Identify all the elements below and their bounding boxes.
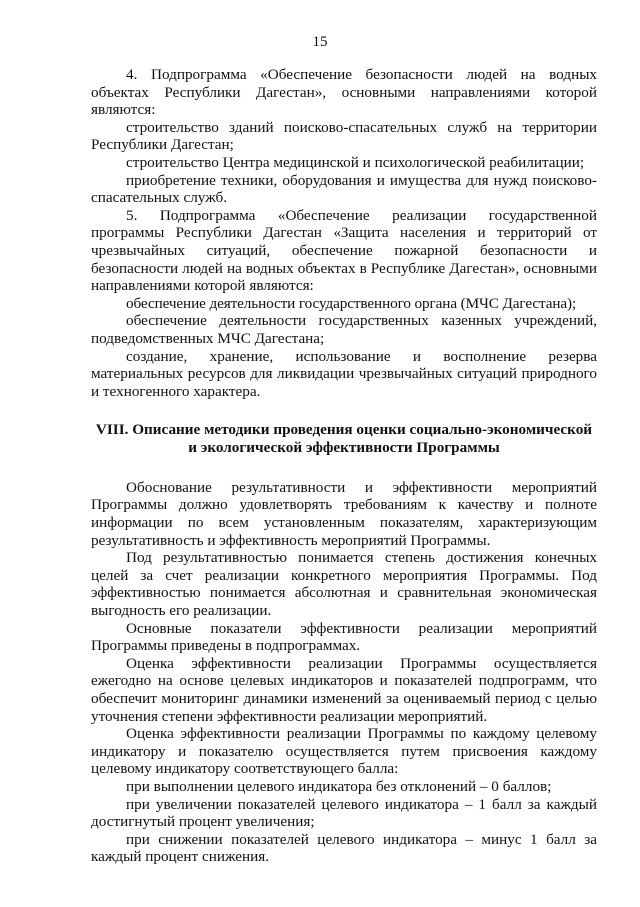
paragraph-score-rule: при увеличении показателей целевого индикатора – 1 балл за каждый достигнутый процент увеличения; [91,795,597,831]
paragraph-subprogram-4: 4. Подпрограмма «Обеспечение безопасности людей на водных объектах Республики Дагестан», основными направлениями которой являются: [91,66,597,119]
paragraph-indicators: Основные показатели эффективности реализации мероприятий Программы приведены в подпрограммах. [91,619,597,655]
section-heading-line: и экологической эффективности Программы [188,439,500,457]
page-number: 15 [312,34,328,50]
paragraph-direction: создание, хранение, использование и восполнение резерва материальных ресурсов для ликвидации чрезвычайных ситуаций природного и техногенного характера. [91,347,597,400]
paragraph-direction: приобретение техники, оборудования и имущества для нужд поисково-спасательных служб. [91,171,597,207]
paragraph-scoring: Оценка эффективности реализации Программы по каждому целевому индикатору и показателю осуществляется путем присвоения каждому целевому индикатору соответствующего балла: [91,725,597,778]
document-body [91,66,597,866]
paragraph-score-rule: при снижении показателей целевого индикатора – минус 1 балл за каждый процент снижения. [91,830,597,866]
paragraph-direction: обеспечение деятельности государственных казенных учреждений, подведомственных МЧС Дагестана; [91,312,597,347]
section-heading [91,421,597,457]
paragraph-direction: обеспечение деятельности государственного органа (МЧС Дагестана); [126,294,577,312]
paragraph-definition: Под результативностью понимается степень достижения конечных целей за счет реализации конкретного мероприятия Программы. Под эффективностью понимается абсолютная и сравнительная экономическая выгодность его реализации. [91,549,597,620]
paragraph-subprogram-5: 5. Подпрограмма «Обеспечение реализации государственной программы Республики Дагестан «Защита населения и территорий от чрезвычайных ситуаций, обеспечение пожарной безопасности и безопасности людей на водных объектах в Республике Дагестан», основными направлениями которой являются: [91,206,597,295]
section-heading-line: VIII. Описание методики проведения оценки социально-экономической [95,421,593,439]
paragraph-direction: строительство Центра медицинской и психологической реабилитации; [126,153,585,171]
paragraph-direction: строительство зданий поисково-спасательных служб на территории Республики Дагестан; [91,118,597,154]
paragraph-score-rule: при выполнении целевого индикатора без отклонений – 0 баллов; [126,777,552,795]
paragraph-justification: Обоснование результативности и эффективности мероприятий Программы должно удовлетворять требованиям к качеству и полноте информации по всем установленным показателям, характеризующим результативность и эффективность мероприятий Программы. [91,478,597,549]
paragraph-assessment: Оценка эффективности реализации Программы осуществляется ежегодно на основе целевых индикаторов и показателей подпрограмм, что обеспечит мониторинг динамики изменений за оцениваемый период с целью уточнения степени эффективности реализации мероприятий. [91,654,597,725]
